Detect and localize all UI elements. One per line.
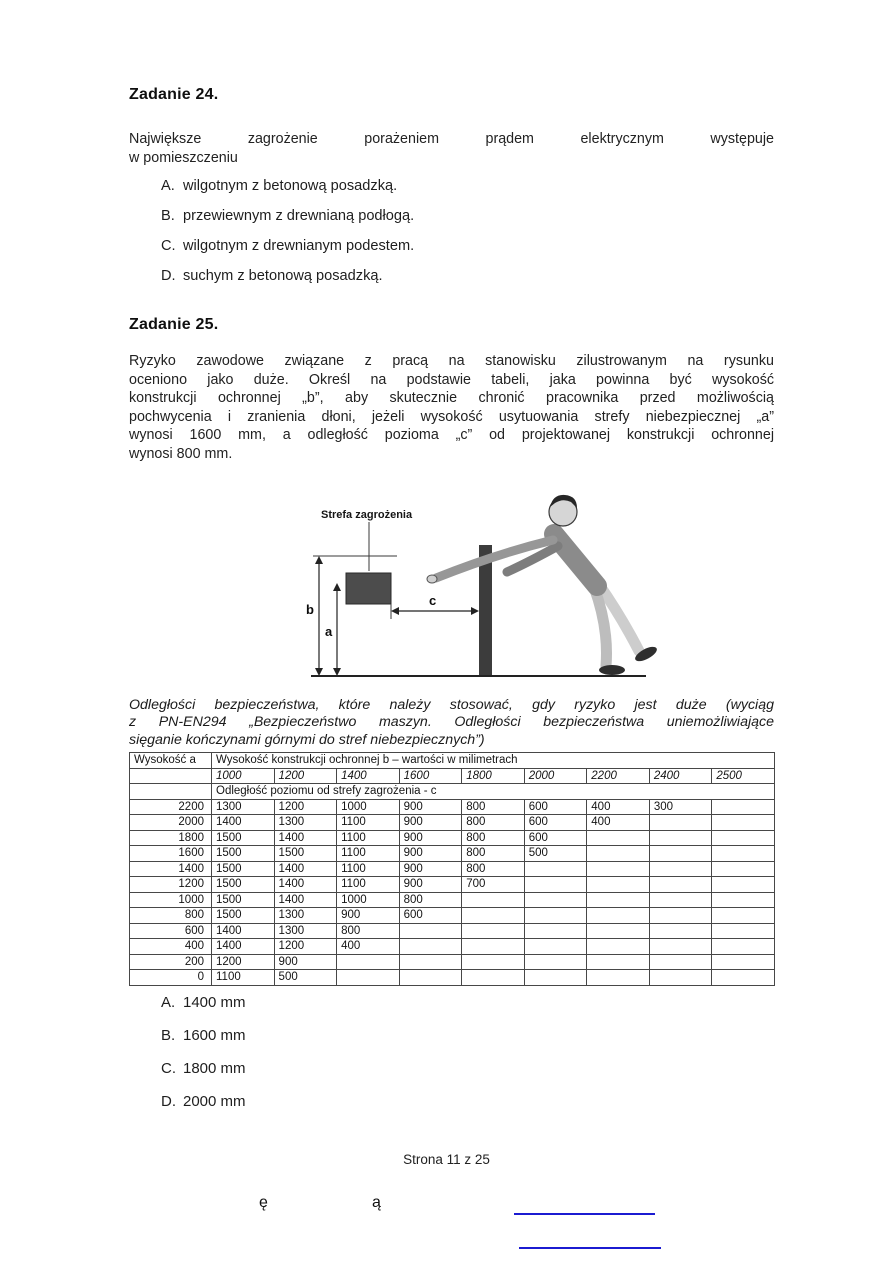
safety-distance-table	[129, 752, 775, 986]
table-cell	[712, 908, 775, 924]
table-cell: 1100	[337, 877, 400, 893]
table-row	[130, 954, 775, 970]
option-letter: D.	[161, 1092, 176, 1110]
table-cell	[587, 923, 650, 939]
table-cell	[587, 908, 650, 924]
table-cell	[649, 846, 712, 862]
table-cell: 600	[524, 830, 587, 846]
table-cell: 800	[462, 830, 525, 846]
option-text: wilgotnym z betonową posadzką.	[183, 178, 398, 194]
table-cell: 1400	[212, 815, 275, 831]
table-cell: 300	[649, 799, 712, 815]
table-row-header: 1600	[130, 846, 212, 862]
table-cell	[712, 861, 775, 877]
question-line: Największe zagrożenie porażeniem prądem elektrycznym występuje	[129, 131, 774, 147]
table-row-header: 1000	[130, 892, 212, 908]
option-text: wilgotnym z drewnianym podestem.	[183, 238, 415, 254]
table-cell: 1300	[274, 923, 337, 939]
page-number: Strona 11 z 25	[403, 1152, 490, 1167]
table-span-header: Wysokość konstrukcji ochronnej b – wartości w milimetrach	[212, 753, 775, 769]
table-cell: 600	[524, 815, 587, 831]
worker-hand	[427, 575, 437, 583]
table-col-header: 2400	[649, 768, 712, 784]
option-letter: C.	[161, 1059, 176, 1077]
question-line: wynosi 800 mm.	[129, 445, 233, 462]
table-cell	[712, 923, 775, 939]
table-col-header: 1800	[462, 768, 525, 784]
table-cell	[462, 954, 525, 970]
task-24-question	[129, 130, 774, 168]
table-col-header: 1400	[337, 768, 400, 784]
option-c	[161, 237, 774, 256]
table-cell	[524, 923, 587, 939]
table-cell: 900	[399, 799, 462, 815]
option-letter: B.	[161, 208, 175, 224]
table-cell: 900	[399, 846, 462, 862]
table-cell	[649, 908, 712, 924]
table-cell: 800	[399, 892, 462, 908]
table-cell: 400	[337, 939, 400, 955]
table-cell	[399, 970, 462, 986]
table-cell: 500	[524, 846, 587, 862]
table-row	[130, 799, 775, 815]
table-cell	[462, 908, 525, 924]
option-d	[161, 267, 774, 286]
table-cell	[587, 954, 650, 970]
hazard-zone-box	[346, 573, 391, 604]
table-corner-header: Wysokość a	[130, 753, 212, 769]
table-cell	[712, 892, 775, 908]
table-cell	[712, 846, 775, 862]
table-col-header: 2200	[587, 768, 650, 784]
table-cell: 1200	[212, 954, 275, 970]
table-cell	[524, 861, 587, 877]
table-cell	[649, 861, 712, 877]
table-row	[130, 830, 775, 846]
table-cell: 1400	[212, 923, 275, 939]
caption-line: Odległości bezpieczeństwa, które należy stosować, gdy ryzyko jest duże (wyciąg	[129, 696, 774, 713]
table-cell: 1200	[274, 799, 337, 815]
table-cell	[649, 939, 712, 955]
table-cell: 1500	[212, 877, 275, 893]
table-cell	[399, 939, 462, 955]
option-letter: A.	[161, 993, 176, 1011]
table-cell: 1400	[274, 877, 337, 893]
table-cell: 1000	[337, 799, 400, 815]
table-cell: 1300	[274, 908, 337, 924]
table-cell	[649, 923, 712, 939]
table-cell	[649, 970, 712, 986]
table-cell: 1100	[337, 846, 400, 862]
table-cell: 800	[462, 815, 525, 831]
table-row	[130, 846, 775, 862]
table-cell: 800	[337, 923, 400, 939]
table-cell: 1500	[212, 846, 275, 862]
dimension-b-label: b	[306, 601, 314, 617]
table-col-header: 1200	[274, 768, 337, 784]
table-cell: 1500	[212, 908, 275, 924]
table-cell: 900	[399, 815, 462, 831]
table-cell	[587, 877, 650, 893]
table-cell	[399, 923, 462, 939]
table-cell: 1300	[212, 799, 275, 815]
caption-line: z PN-EN294 „Bezpieczeństwo maszyn. Odległości bezpieczeństwa uniemożliwiające	[129, 714, 774, 731]
table-cell	[712, 799, 775, 815]
workstation-illustration	[301, 488, 661, 693]
table-row-header: 1200	[130, 877, 212, 893]
question-line: w pomieszczeniu	[129, 150, 238, 166]
table-caption	[129, 697, 774, 750]
table-cell	[712, 954, 775, 970]
table-cell	[649, 892, 712, 908]
table-cell: 400	[587, 799, 650, 815]
task-25-section	[129, 316, 774, 1125]
option-text: przewiewnym z drewnianą podłogą.	[183, 208, 415, 224]
option-text: suchym z betonową posadzką.	[183, 268, 383, 284]
table-cell	[712, 830, 775, 846]
option-letter: B.	[161, 1026, 176, 1044]
table-col-header: 2000	[524, 768, 587, 784]
table-col-header: 1600	[399, 768, 462, 784]
question-line: konstrukcji ochronnej „b”, aby skutecznie chronić pracownika przed możliwością	[129, 390, 774, 407]
table-cell	[587, 830, 650, 846]
table-cell: 1500	[274, 846, 337, 862]
table-cell	[587, 861, 650, 877]
table-cell	[649, 954, 712, 970]
table-row-header: 600	[130, 923, 212, 939]
table-cell	[587, 846, 650, 862]
worker-figure	[427, 494, 659, 674]
option-d	[161, 1092, 774, 1111]
table-cell	[524, 939, 587, 955]
table-cell: 1400	[274, 892, 337, 908]
link-underline[interactable]	[514, 1213, 655, 1215]
table-colheader-row	[130, 768, 775, 784]
table-cell: 900	[337, 908, 400, 924]
table-cell: 400	[587, 815, 650, 831]
table-cell: 1100	[337, 830, 400, 846]
table-row	[130, 970, 775, 986]
dimension-a-label: a	[325, 623, 333, 639]
table-cell	[649, 815, 712, 831]
table-cell: 600	[524, 799, 587, 815]
table-cell: 900	[399, 861, 462, 877]
table-row	[130, 861, 775, 877]
option-c	[161, 1059, 774, 1078]
table-cell	[649, 830, 712, 846]
table-row-header: 0	[130, 970, 212, 986]
option-letter: C.	[161, 238, 176, 254]
table-cell	[462, 939, 525, 955]
dimension-c-label: c	[429, 592, 437, 608]
table-cell: 1400	[212, 939, 275, 955]
option-b	[161, 207, 774, 226]
table-row-header: 2200	[130, 799, 212, 815]
table-row	[130, 815, 775, 831]
caption-line: sięganie kończynami górnymi do stref niebezpiecznych”)	[129, 731, 485, 748]
table-row-header: 2000	[130, 815, 212, 831]
table-row	[130, 877, 775, 893]
hazard-zone-label: Strefa zagrożenia	[321, 508, 413, 521]
question-line: Ryzyko zawodowe związane z pracą na stanowisku zilustrowanym na rysunku	[129, 353, 774, 369]
table-cell: 1100	[337, 815, 400, 831]
table-cell	[337, 970, 400, 986]
table-cell: 500	[274, 970, 337, 986]
option-letter: A.	[161, 178, 175, 194]
task-25-question	[129, 352, 774, 464]
task-24-title: Zadanie 24.	[129, 86, 219, 103]
table-cell: 1200	[274, 939, 337, 955]
option-text: 1600 mm	[183, 1026, 246, 1044]
table-cell	[462, 892, 525, 908]
table-cell	[462, 970, 525, 986]
table-cell: 1000	[337, 892, 400, 908]
table-cell: 1400	[274, 830, 337, 846]
table-subheader-row	[130, 784, 775, 800]
table-row-header: 1800	[130, 830, 212, 846]
table-sub-header: Odległość poziomu od strefy zagrożenia - c	[212, 784, 775, 800]
table-cell	[712, 970, 775, 986]
table-cell	[587, 970, 650, 986]
task-24-section	[129, 86, 774, 297]
option-letter: D.	[161, 268, 176, 284]
table-cell: 900	[274, 954, 337, 970]
option-a	[161, 993, 774, 1012]
table-row	[130, 908, 775, 924]
table-cell	[587, 939, 650, 955]
table-cell: 1500	[212, 861, 275, 877]
task-25-options	[129, 993, 774, 1111]
table-cell	[712, 939, 775, 955]
table-cell	[712, 815, 775, 831]
table-cell	[712, 877, 775, 893]
table-row-header: 800	[130, 908, 212, 924]
stray-character: ą	[372, 1194, 381, 1211]
option-text: 2000 mm	[183, 1092, 246, 1110]
option-text: 1400 mm	[183, 993, 246, 1011]
table-cell	[524, 877, 587, 893]
table-cell	[524, 908, 587, 924]
stray-character: ę	[259, 1194, 268, 1211]
table-cell: 1100	[337, 861, 400, 877]
table-cell: 900	[399, 877, 462, 893]
table-cell: 800	[462, 846, 525, 862]
table-row	[130, 892, 775, 908]
table-col-header: 1000	[212, 768, 275, 784]
table-cell: 1100	[212, 970, 275, 986]
table-cell: 700	[462, 877, 525, 893]
option-a	[161, 177, 774, 196]
question-line: wynosi 1600 mm, a odległość pozioma „c” od projektowanej konstrukcji ochronnej	[129, 427, 774, 444]
table-cell	[524, 954, 587, 970]
table-cell: 1300	[274, 815, 337, 831]
question-line: pochwycenia i zranienia dłoni, jeżeli wysokość usytuowania strefy niebezpiecznej „a”	[129, 408, 774, 425]
option-text: 1800 mm	[183, 1059, 246, 1077]
table-row-header: 400	[130, 939, 212, 955]
workstation-figure	[301, 488, 661, 693]
table-empty-cell	[130, 768, 212, 784]
table-cell	[337, 954, 400, 970]
table-cell: 900	[399, 830, 462, 846]
table-cell	[462, 923, 525, 939]
option-b	[161, 1026, 774, 1045]
table-row-header: 200	[130, 954, 212, 970]
link-underline[interactable]	[519, 1247, 661, 1249]
table-col-header: 2500	[712, 768, 775, 784]
table-cell: 600	[399, 908, 462, 924]
table-cell	[587, 892, 650, 908]
table-cell: 1500	[212, 830, 275, 846]
task-25-title: Zadanie 25.	[129, 316, 219, 333]
table-row	[130, 939, 775, 955]
question-line: oceniono jako duże. Określ na podstawie tabeli, jaka powinna być wysokość	[129, 371, 774, 388]
table-cell	[649, 877, 712, 893]
table-cell	[524, 892, 587, 908]
table-empty-cell	[130, 784, 212, 800]
table-cell: 800	[462, 861, 525, 877]
table-cell: 1500	[212, 892, 275, 908]
table-cell: 800	[462, 799, 525, 815]
table-row-header: 1400	[130, 861, 212, 877]
table-cell	[399, 954, 462, 970]
task-24-options	[129, 177, 774, 286]
table-cell	[524, 970, 587, 986]
table-row	[130, 923, 775, 939]
table-header-row	[130, 753, 775, 769]
table-cell: 1400	[274, 861, 337, 877]
